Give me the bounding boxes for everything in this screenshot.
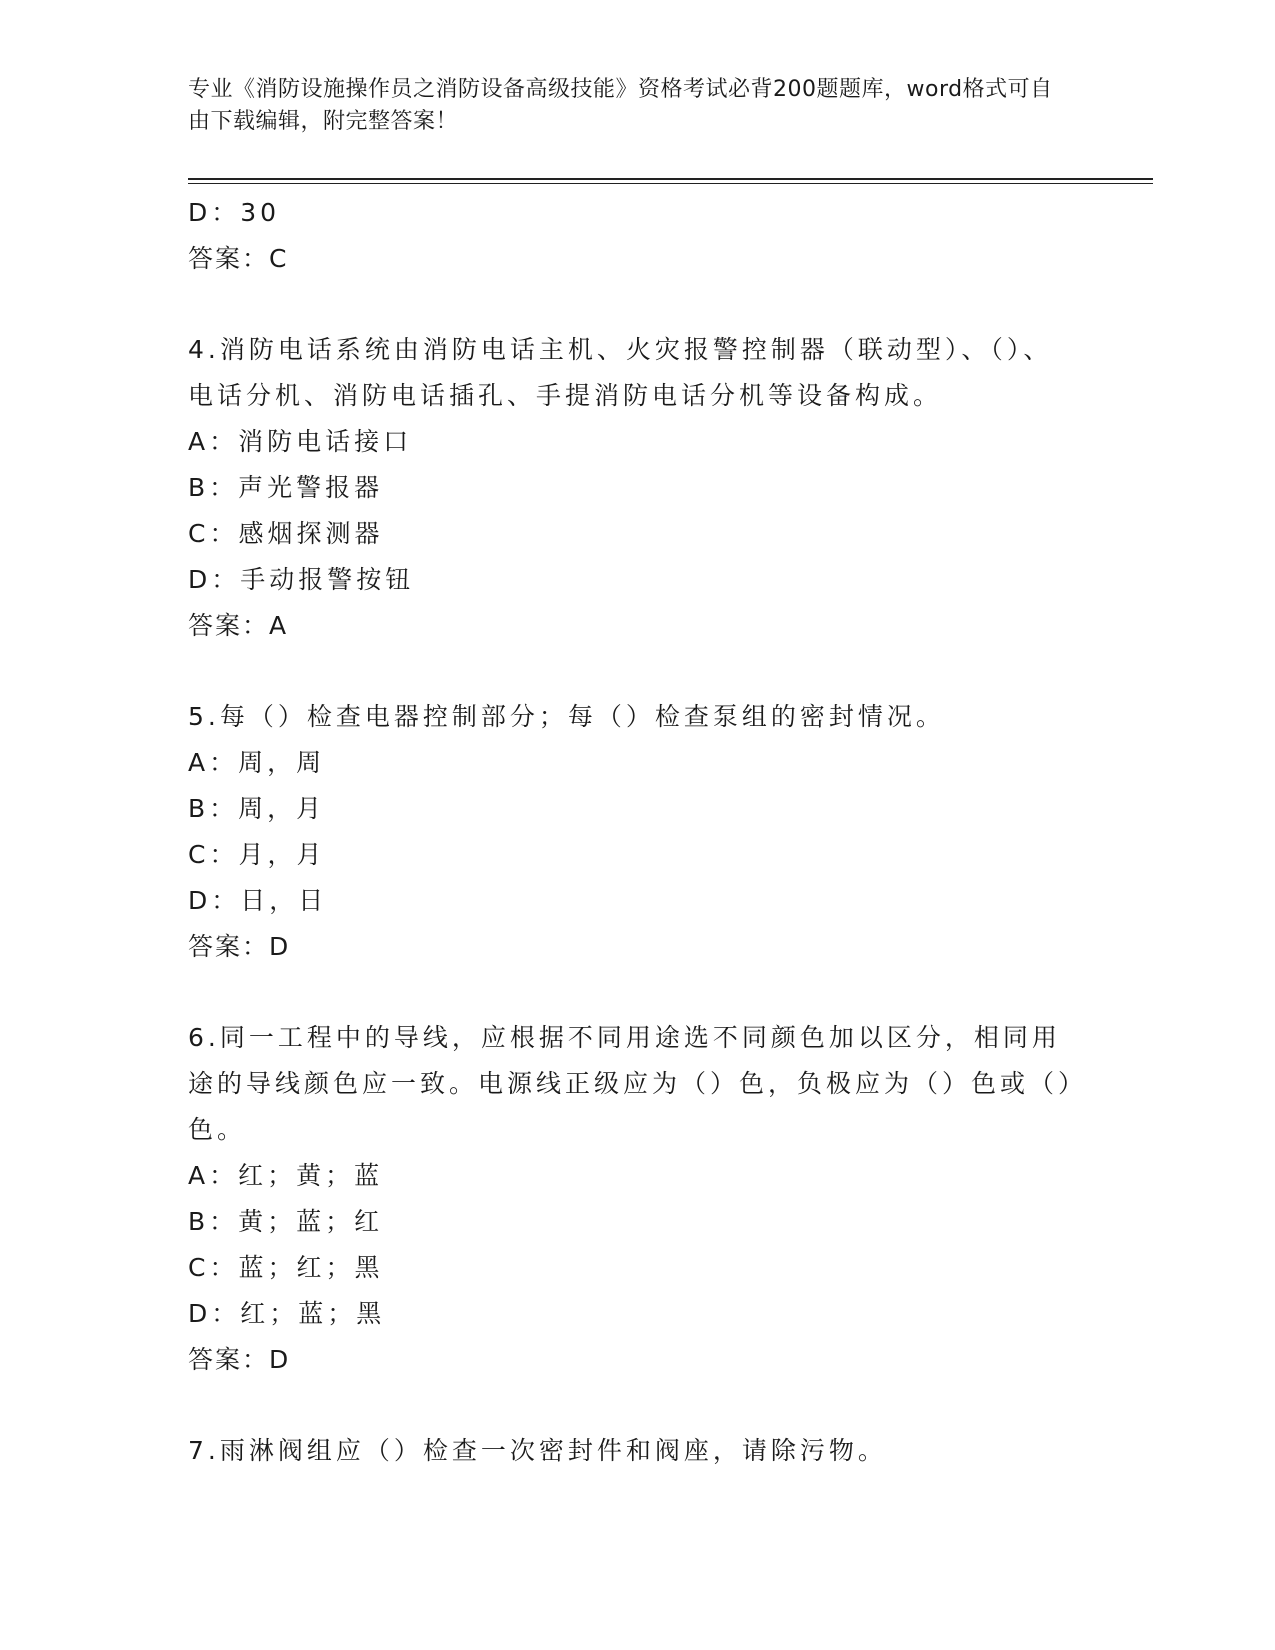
question-6 bbox=[188, 1015, 1078, 1383]
header-rule-thin bbox=[188, 183, 1153, 184]
answer: 答案：D bbox=[188, 932, 291, 961]
answer: 答案：D bbox=[188, 1345, 291, 1374]
option-d: D：手动报警按钮 bbox=[188, 565, 415, 594]
question-content bbox=[188, 190, 1078, 1474]
header-title: 专业《消防设施操作员之消防设备高级技能》资格考试必背200题题库，word格式可自由下载编辑，附完整答案！ bbox=[188, 77, 1053, 134]
question-text: 4.消防电话系统由消防电话主机、火灾报警控制器（联动型）、（）、电话分机、消防电话插孔、手提消防电话分机等设备构成。 bbox=[188, 335, 1053, 410]
option-c: C：感烟探测器 bbox=[188, 519, 384, 548]
question-4 bbox=[188, 327, 1078, 649]
option-d: D：红；蓝；黑 bbox=[188, 1299, 386, 1328]
option-a: A：红；黄；蓝 bbox=[188, 1161, 384, 1190]
prev-question-answer: 答案：C bbox=[188, 244, 289, 273]
answer: 答案：A bbox=[188, 611, 289, 640]
option-d: D：日，日 bbox=[188, 886, 328, 915]
prev-question-option-d: D：30 bbox=[188, 198, 281, 227]
option-a: A：周，周 bbox=[188, 748, 326, 777]
question-text: 7.雨淋阀组应（）检查一次密封件和阀座，请除污物。 bbox=[188, 1436, 887, 1465]
question-5 bbox=[188, 694, 1078, 970]
question-text: 6.同一工程中的导线，应根据不同用途选不同颜色加以区分，相同用途的导线颜色应一致。电源线正级应为（）色，负极应为（）色或（）色。 bbox=[188, 1023, 1075, 1144]
option-c: C：蓝；红；黑 bbox=[188, 1253, 384, 1282]
option-b: B：声光警报器 bbox=[188, 473, 384, 502]
option-b: B：周，月 bbox=[188, 794, 326, 823]
option-b: B：黄；蓝；红 bbox=[188, 1207, 384, 1236]
header-rule-thick bbox=[188, 178, 1153, 180]
question-text: 5.每（）检查电器控制部分；每（）检查泵组的密封情况。 bbox=[188, 702, 945, 731]
document-header bbox=[188, 74, 1068, 138]
question-7 bbox=[188, 1428, 1078, 1474]
option-a: A：消防电话接口 bbox=[188, 427, 413, 456]
option-c: C：月，月 bbox=[188, 840, 326, 869]
